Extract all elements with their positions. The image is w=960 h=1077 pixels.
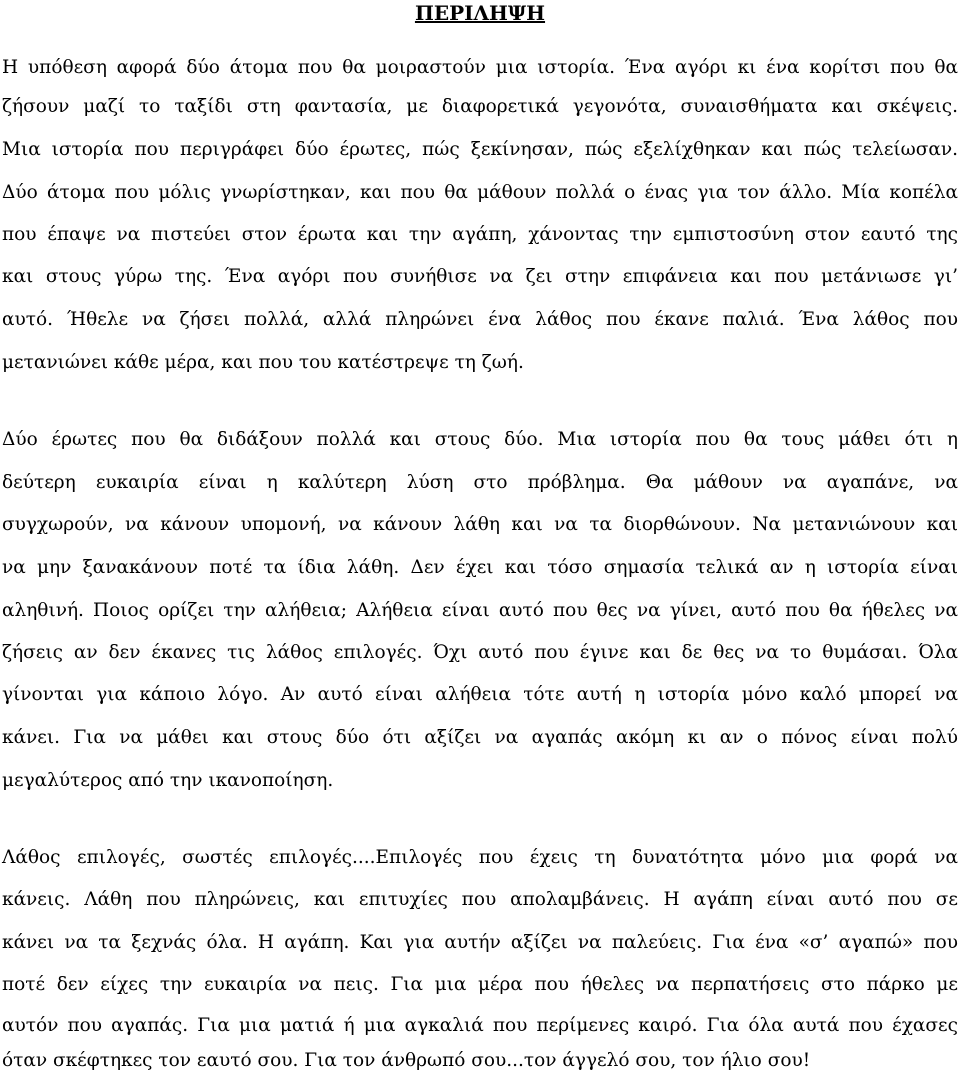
- text-line: Μια ιστορία που περιγράφει δύο έρωτες, πώς ξεκίνησαν, πώς εξελίχθηκαν και πώς τελείωσαν.: [2, 139, 958, 160]
- text-line: αληθινή. Ποιος ορίζει την αλήθεια; Αλήθεια είναι αυτό που θες να γίνει, αυτό που θα ήθελες να: [2, 600, 958, 621]
- text-line: που έπαψε να πιστεύει στον έρωτα και την αγάπη, χάνοντας την εμπιστοσύνη στον εαυτό της: [2, 224, 958, 245]
- text-line: δεύτερη ευκαιρία είναι η καλύτερη λύση στο πρόβλημα. Θα μάθουν να αγαπάνε, να: [2, 472, 958, 493]
- text-line: κάνει. Για να μάθει και στους δύο ότι αξίζει να αγαπάς ακόμη κι αν ο πόνος είναι πολύ: [2, 727, 958, 748]
- text-line: αυτό. Ήθελε να ζήσει πολλά, αλλά πληρώνει ένα λάθος που έκανε παλιά. Ένα λάθος που: [2, 309, 958, 330]
- text-line: και στους γύρω της. Ένα αγόρι που συνήθισε να ζει στην επιφάνεια και που μετάνιωσε γι’: [2, 266, 958, 287]
- text-line: Δύο έρωτες που θα διδάξουν πολλά και στους δύο. Μια ιστορία που θα τους μάθει ότι η: [2, 429, 958, 450]
- text-line: Η υπόθεση αφορά δύο άτομα που θα μοιραστούν μια ιστορία. Ένα αγόρι κι ένα κορίτσι που θα: [2, 57, 958, 78]
- text-line: γίνονται για κάποιο λόγο. Αν αυτό είναι αλήθεια τότε αυτή η ιστορία μόνο καλό μπορεί να: [2, 684, 958, 705]
- text-line: κάνει να τα ξεχνάς όλα. Η αγάπη. Και για αυτήν αξίζει να παλεύεις. Για ένα «σ’ αγαπώ» που: [2, 932, 958, 953]
- text-line: όταν σκέφτηκες τον εαυτό σου. Για τον άνθρωπό σου...τον άγγελό σου, τον ήλιο σου!: [2, 1050, 811, 1071]
- text-line: Δύο άτομα που μόλις γνωρίστηκαν, και που θα μάθουν πολλά ο ένας για τον άλλο. Μία κοπέλα: [2, 182, 958, 203]
- text-line: συγχωρούν, να κάνουν υπομονή, να κάνουν λάθη και να τα διορθώνουν. Να μετανιώνουν και: [2, 514, 958, 535]
- text-line: ζήσεις αν δεν έκανες τις λάθος επιλογές. Όχι αυτό που έγινε και δε θες να το θυμάσαι. Όλα: [2, 642, 958, 663]
- text-line: αυτόν που αγαπάς. Για μια ματιά ή μια αγκαλιά που περίμενες καιρό. Για όλα αυτά που έχασες: [2, 1015, 958, 1036]
- text-line: μεγαλύτερος από την ικανοποίηση.: [2, 770, 334, 791]
- text-line: Λάθος επιλογές, σωστές επιλογές....Επιλογές που έχεις τη δυνατότητα μόνο μια φορά να: [2, 847, 958, 868]
- text-line: ζήσουν μαζί το ταξίδι στη φαντασία, με διαφορετικά γεγονότα, συναισθήματα και σκέψεις.: [2, 96, 958, 117]
- page-title: ΠΕΡΙΛΗΨΗ: [414, 1, 546, 25]
- text-line: μετανιώνει κάθε μέρα, και που του κατέστρεψε τη ζωή.: [2, 352, 524, 373]
- text-line: να μην ξανακάνουν ποτέ τα ίδια λάθη. Δεν έχει και τόσο σημασία τελικά αν η ιστορία είναι: [2, 557, 958, 578]
- text-line: κάνεις. Λάθη που πληρώνεις, και επιτυχίες που απολαμβάνεις. Η αγάπη είναι αυτό που σε: [2, 889, 958, 910]
- text-line: ποτέ δεν είχες την ευκαιρία να πεις. Για μια μέρα που ήθελες να περπατήσεις στο πάρκο με: [2, 974, 958, 995]
